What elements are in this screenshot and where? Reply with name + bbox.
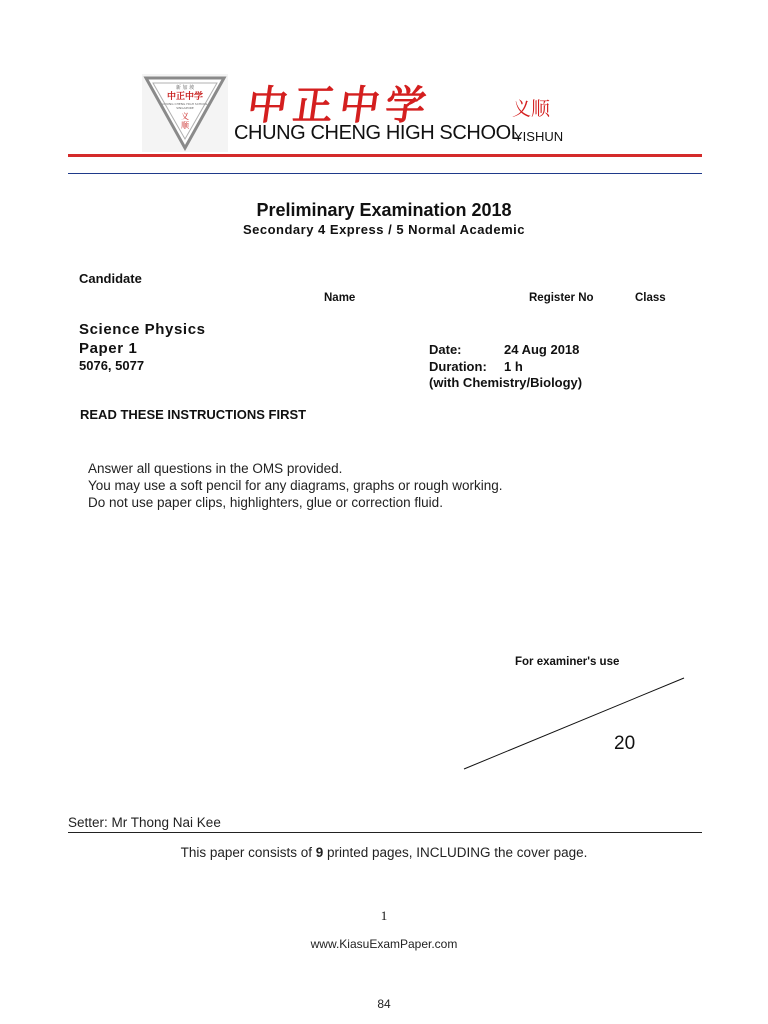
total-marks: 20 bbox=[614, 733, 636, 754]
school-name: CHUNG CHENG HIGH SCHOOL bbox=[234, 122, 522, 144]
duration-note: (with Chemistry/Biology) bbox=[429, 375, 583, 390]
date-value: 24 Aug 2018 bbox=[504, 342, 580, 357]
instructions-heading: READ THESE INSTRUCTIONS FIRST bbox=[80, 407, 307, 422]
header-divider-red bbox=[68, 154, 702, 157]
name-field-label: Name bbox=[324, 292, 356, 304]
svg-text:义: 义 bbox=[181, 112, 189, 121]
instruction-line: You may use a soft pencil for any diagrams, graphs or rough working. bbox=[88, 478, 503, 493]
page-count-prefix: This paper consists of bbox=[180, 845, 316, 860]
instruction-line: Do not use paper clips, highlighters, glue or correction fluid. bbox=[88, 495, 443, 510]
class-label: Class bbox=[635, 292, 666, 304]
school-crest-icon bbox=[142, 74, 228, 152]
setter-credit: Setter: Mr Thong Nai Kee bbox=[68, 815, 221, 830]
duration-value: 1 h bbox=[504, 359, 523, 374]
register-number-label: Register No bbox=[529, 292, 594, 304]
subject-codes: 5076, 5077 bbox=[79, 358, 145, 373]
svg-text:CHUNG CHENG HIGH SCHOOL: CHUNG CHENG HIGH SCHOOL bbox=[162, 102, 208, 106]
exam-subtitle: Secondary 4 Express / 5 Normal Academic bbox=[242, 222, 526, 237]
page-number: 1 bbox=[380, 908, 388, 923]
svg-text:SINGAPORE: SINGAPORE bbox=[176, 106, 194, 110]
instructions-list bbox=[88, 460, 502, 511]
page-count: 9 bbox=[315, 845, 324, 860]
exam-title: Preliminary Examination 2018 bbox=[256, 200, 512, 220]
subject-title: Science Physics bbox=[79, 321, 206, 338]
instruction-line: Answer all questions in the OMS provided. bbox=[88, 461, 343, 476]
examiner-use-label: For examiner's use bbox=[515, 656, 620, 668]
paper-number: Paper 1 bbox=[79, 340, 138, 357]
date-label: Date: bbox=[429, 342, 462, 357]
svg-text:中正中学: 中正中学 bbox=[166, 92, 204, 102]
svg-text:顺: 顺 bbox=[181, 121, 189, 130]
school-chinese-subtitle: 义顺 bbox=[512, 98, 551, 120]
school-branch: YISHUN bbox=[514, 129, 564, 144]
header-divider-blue bbox=[68, 173, 702, 174]
candidate-label: Candidate bbox=[79, 271, 142, 286]
sheet-number: 84 bbox=[377, 997, 391, 1011]
page-count-suffix: printed pages, INCLUDING the cover page. bbox=[323, 845, 588, 860]
school-chinese-name: 中正中学 bbox=[244, 82, 435, 129]
duration-label: Duration: bbox=[429, 359, 487, 374]
website-link[interactable]: www.KiasuExamPaper.com bbox=[310, 937, 458, 951]
page-count-note bbox=[0, 845, 768, 860]
svg-text:新 加 坡: 新 加 坡 bbox=[175, 85, 195, 91]
score-diagonal-line bbox=[462, 676, 686, 772]
footer-divider bbox=[68, 832, 702, 833]
